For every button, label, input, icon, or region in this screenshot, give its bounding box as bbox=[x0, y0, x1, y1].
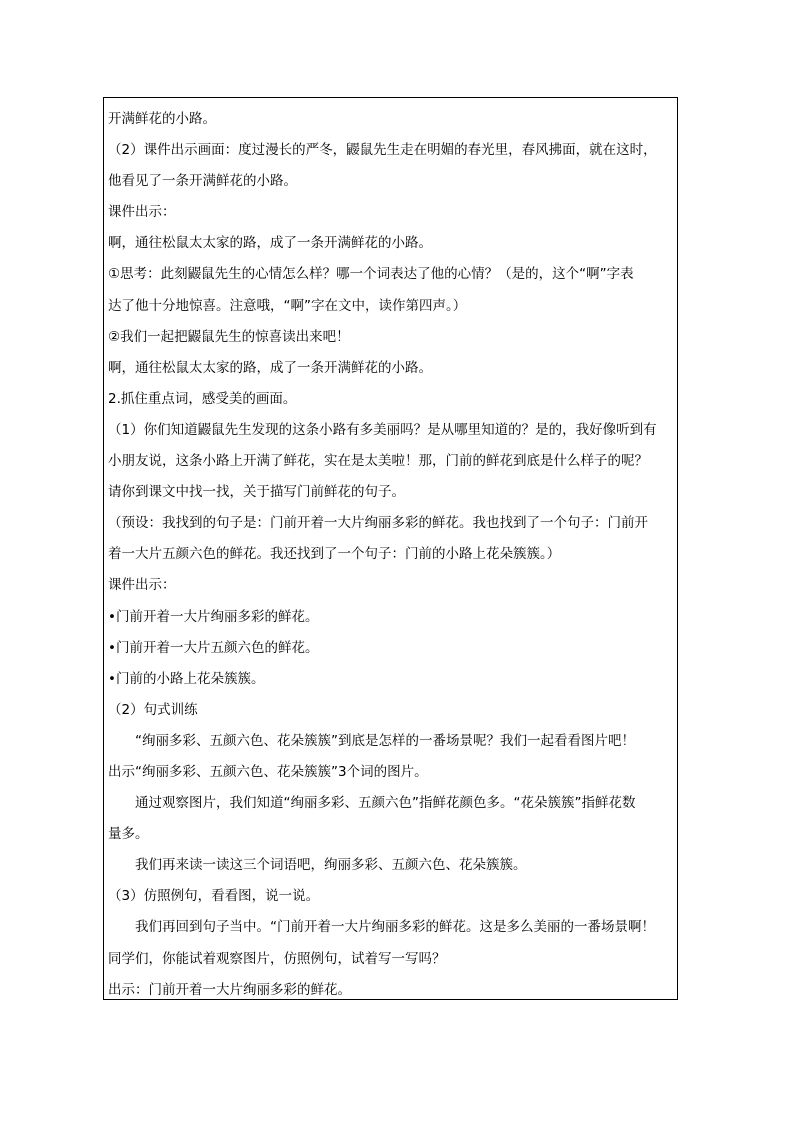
text-line: 着一大片五颜六色的鲜花。我还找到了一个句子：门前的小路上花朵簇簇。） bbox=[108, 546, 561, 563]
text-line: •门前的小路上花朵簇簇。 bbox=[108, 670, 265, 687]
text-line: •门前开着一大片绚丽多彩的鲜花。 bbox=[108, 608, 319, 625]
text-line: （2）课件出示画面：度过漫长的严冬，鼹鼠先生走在明媚的春光里，春风拂面，就在这时， bbox=[108, 142, 657, 159]
text-line: 请你到课文中找一找，关于描写门前鲜花的句子。 bbox=[108, 484, 405, 501]
text-line: 出示“绚丽多彩、五颜六色、花朵簇簇”3个词的图片。 bbox=[108, 763, 428, 780]
text-line: 达了他十分地惊喜。注意哦，“啊”字在文中，读作第四声。） bbox=[108, 297, 467, 314]
document-body bbox=[108, 104, 673, 1006]
text-line: 我们再回到句子当中。“门前开着一大片绚丽多彩的鲜花。这是多么美丽的一番场景啊！ bbox=[135, 919, 655, 936]
text-line: 我们再来读一读这三个词语吧，绚丽多彩、五颜六色、花朵簇簇。 bbox=[135, 857, 527, 874]
document-frame bbox=[103, 97, 678, 1000]
text-line: 通过观察图片，我们知道“绚丽多彩、五颜六色”指鲜花颜色多。“花朵簇簇”指鲜花数 bbox=[135, 795, 636, 812]
text-line: （1）你们知道鼹鼠先生发现的这条小路有多美丽吗？是从哪里知道的？是的，我好像听到有 bbox=[108, 421, 657, 438]
text-line: 出示：门前开着一大片绚丽多彩的鲜花。 bbox=[108, 981, 351, 998]
text-line: （3）仿照例句，看看图，说一说。 bbox=[108, 888, 320, 905]
text-line: ②我们一起把鼹鼠先生的惊喜读出来吧！ bbox=[108, 328, 350, 345]
text-line: （预设：我找到的句子是：门前开着一大片绚丽多彩的鲜花。我也找到了一个句子：门前开 bbox=[108, 515, 648, 532]
text-line: 同学们，你能试着观察图片，仿照例句，试着写一写吗？ bbox=[108, 950, 446, 967]
text-line: 课件出示： bbox=[108, 204, 176, 221]
text-line: 开满鲜花的小路。 bbox=[108, 111, 216, 127]
text-line: 他看见了一条开满鲜花的小路。 bbox=[108, 173, 297, 190]
text-line: ①思考：此刻鼹鼠先生的心情怎么样？哪一个词表达了他的心情？（是的，这个“啊”字表 bbox=[108, 266, 634, 283]
text-line: 啊，通往松鼠太太家的路，成了一条开满鲜花的小路。 bbox=[108, 235, 432, 252]
text-line: “绚丽多彩、五颜六色、花朵簇簇”到底是怎样的一番场景呢？我们一起看看图片吧！ bbox=[135, 732, 635, 749]
text-line: 2.抓住重点词，感受美的画面。 bbox=[108, 390, 297, 407]
text-line: 课件出示： bbox=[108, 577, 176, 594]
text-line: •门前开着一大片五颜六色的鲜花。 bbox=[108, 639, 319, 656]
text-line: 量多。 bbox=[108, 826, 149, 843]
text-line: 啊，通往松鼠太太家的路，成了一条开满鲜花的小路。 bbox=[108, 359, 432, 376]
text-line: （2）句式训练 bbox=[108, 701, 198, 718]
text-line: 小朋友说，这条小路上开满了鲜花，实在是太美啦！那，门前的鲜花到底是什么样子的呢？ bbox=[108, 453, 648, 470]
